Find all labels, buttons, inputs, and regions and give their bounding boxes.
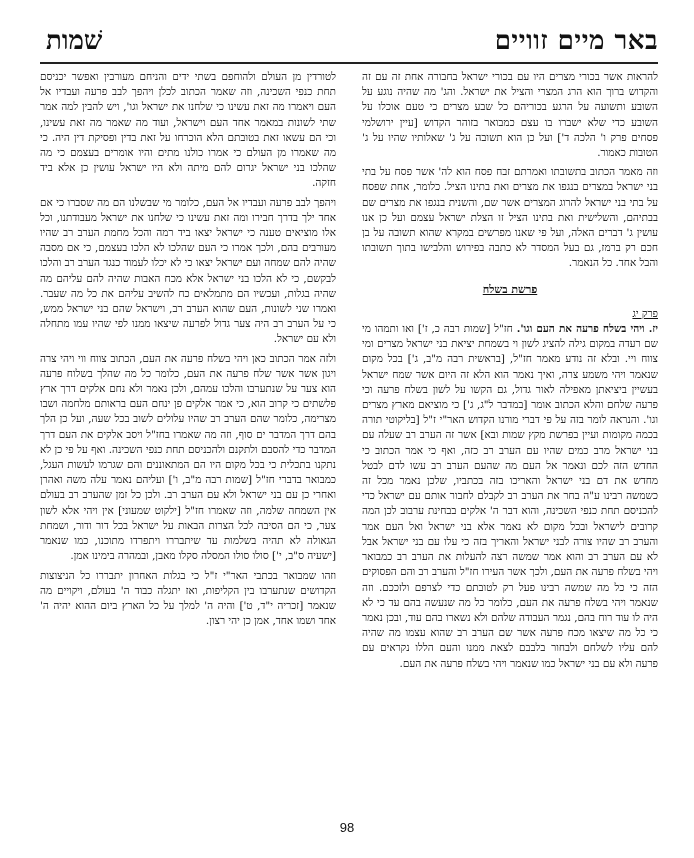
left-paragraph-4: וזהו שמבואר בכתבי האר"י ז"ל כי בגלות האחרון יתבררו כל הניצוצות הקדושים שנתערבו בין הקליפות, ואז יתגלה כבוד ה' בעולם, ויקויים מה שנאמר [זכריה י"ד, ט'] והיה ה' למלך על כל הארץ ביום ההוא יהיה ה' אחד ושמו אחד, אמן כן יהי רצון. (40, 569, 336, 628)
chapter-heading: פרק יג (632, 307, 658, 320)
right-paragraph-2: וזה מאמר הכתוב בתשובתו ואמרתם זבח פסח הוא לה' אשר פסח על בתי בני ישראל במצרים בנגפו את מצרים ואת בתינו הציל. כלומר, אחת שפסח על בתי בני ישראל להרוג המצרים אשר שם, והשנית בנגפו את מצרים שם בבתיהם, והשלישית ואת בתינו הציל זו הצלת ישראל עצמם ועל כן אנו עושין ג' דברים האלה, ועל פי שאנו מפרשים במקרא שהוא תשובה על בן חכם רק ברמז, גם בעל המסדר לא כתבה בפירוש והלבישו בתוך תשובתו והבל אחד. כל הנאמר. (362, 166, 658, 270)
book-title: באר מיים זוויים (494, 26, 658, 56)
page-header (40, 26, 658, 58)
header-divider (40, 62, 658, 64)
parsha-title: שׁמות (46, 26, 103, 56)
left-column (40, 70, 336, 830)
section-title: פרשת בשלח (482, 282, 538, 296)
left-paragraph-3: ולזה אמר הכתוב כאן ויהי בשלח פרעה את העם, הכתוב צווח ווי ויהי צרה ויגון אשר אשר שלח פרעה את העם, כלומר כל מה שהלך בשלוח פרעה הוא צער על שנתערבו והלכו עמהם, ולכן נאמר ולא נחם אלקים דרך ארץ פלשתים כי קרוב הוא, כי אמר אלקים פן ינחם העם בראותם מלחמה ושבו מצרימה, כלומר שהם הערב רב שהיו עלולים לשוב בכל שעה, ועל כן הלך בהם דרך המדבר ים סוף, וזה מה שאמרו בחז"ל ויסב אלקים את העם דרך המדבר כדי להסבם ולתקנם ולהכניסם תחת כנפי השכינה. ואף על פי כן לא נתקנו בתכלית כי בכל מקום היו הם המתאוננים והם שגרמו לעשות העגל, כמבואר בדברי חז"ל [שמות רבה מ"ב, ו'] ועליהם נאמר עלה משה ואהרן ואחרי כן עם בני ישראל ולא עם הערב רב. ולכן כל זמן שהערב רב בעולם אין השמחה שלמה, וזה שאמרו חז"ל [ילקוט שמעוני] אין ויהי אלא לשון צער, כי הם הסיבה לכל הצרות הבאות על ישראל בכל דור ודור, ושמחת הגאולה לא תהיה בשלמות עד שיתבררו ויתפרדו מתוכנו, כמו שנאמר [ישעיה ס"ב, י'] סולו סולו המסלה סקלו מאבן, ובמהרה בימינו אמן. (40, 352, 336, 563)
left-paragraph-2: ויהפך לבב פרעה ועבדיו אל העם, כלומר מי שבשלנו הם מה שסברו כי אם אחד ילך בדרך חבירו ומה זאת עשינו כי שלחנו את ישראל מעבודתנו, וכל אלו מוציאים טענה כי ישראל יצאו ביד רמה והכל מחמת הערב רב שהיו מעורבים בהם, ולכך אמרו כי העם שהלכו לא הלכו בעצמם, כי אם מסבה שהיה להם שמחה ועם ישראל יצאו כי לא יכלו לעמוד כנגד הערב רב והלכו לבקשם, כי לא הלכו בני ישראל אלא מכח האבות שהיה להם עליהם מה שהיה בגלות, ועכשיו הם מתמלאים כח להשיב עליהם את כל מה שעבר. ואמרו שני לשונות, העם שהוא הערב רב, וישראל שהם בני ישראל ממש, כי על הערב רב היה צער גדול לפרעה שיצאו ממנו לפי שהיו עמו מתחלה ולא עם ישראל. (40, 196, 336, 346)
right-paragraph-3 (362, 322, 658, 672)
right-paragraph-1: להראות אשר בכורי מצרים היו עם בכורי ישראל בחבורה אחת זה עם זה והקדוש ברוך הוא הרג המצרי והציל את ישראל. והג' מה שהיה נוגע על השובע ותשועה על הרגע בכוריהם כל שבע מצרים כי טעם אוכלו על השובע כדי שלא ישברו בו עצם כמבואר בזוהר הקדוש [עיין ירושלמי פסחים פרק ו' הלכה ד'] ועל כן הוא תשובה על ג' שאלותיו שהיו על ג' הטובות כאמור. (362, 71, 658, 160)
page-number: 98 (339, 820, 355, 835)
text-columns (40, 70, 658, 830)
right-column (362, 70, 658, 830)
page (40, 26, 658, 826)
verse-lead: יז. ויהי בשלח פרעה את העם וגו'. (516, 323, 658, 336)
right-paragraph-3-body: חז"ל [שמות רבה כ, ז'] ואו ותמהו מי שם רעדה במקום גילה להציג לשון וי בשמחת יציאת בני ישראל מצרים ומי צווח ויי. ובלא זה נודע מאמר חז"ל, [בראשית רבה מ"ב, ג'] בכל מקום שנאמר ויהי משמע צרה, ואיך נאמר הוא הלא זה היום אשר שמח ישראל בעשיין ביציאתן מאפילה לאור גדול, גם הקשו על לשון בשלח פרעה וכי פרעה שלחם והלא הכתוב אומר [במדבר ל"ג, ג'] כי מוציאם מארץ מצרים וגו'. והנראה לומר בזה על פי דברי מורנו הקדוש האר"י ז"ל [בליקוטי תורה בכמה מקומות ועיין בפרשת מקץ שמות ובא] אשר זה הערב רב שעלה עם בני ישראל מרב כמים שהיו עם הערב רב כזה, ואף כי אמר הכתוב כי החדש הזה לכם ונאמר אל העם מה שהעם הערב רב עשו לדם לבטל מחדש את דם בני ישראל והאריכו בזה בכתביו, שלכן נאמר מכל זה כשמשה רבינו ע"ה בחר את הערב רב לקבלם לחבור אותם עם ישראל כדי להכניסם תחת כנפי השכינה, והוא דבר ה' אלקים בבחינת ערבוב לכן המה קרובים לישראל ובכל מקום לא נאמר אלא בני ישראל ואל העם אמר והערב רב שהיו צורה לבני ישראל והאריך בזה כי עלו עם בני ישראל אבל לא עם הערב רב והוא אמר שמשה רצה להעלות את הערב רב כמבואר ויהי בשלח פרעה את העם, ולכך אשר העירו חז"ל והערב רב והם הפסוקים הזה כי כל מה שמשה רבינו פעל רק לטובתם כדי לצרפם ולזככם. וזה שנאמר ויהי בשלח פרעה את העם, כלומר כל מה שנעשה בהם עד כי לא היה לו עוד רוח בהם, נגמר העבודה שלהם ולא נשארו בהם עוד, ובכן נאמר כי כל מה שיצאו מכח פרעה אשר שם הערב רב שהוא עצמו מה שהיה להם עליו לשלחם ולבחור בלבבם לצאת ממנו והעם הללו נקראים עם פרעה ולא עם בני ישראל כמו שנאמר ויהי בשלח פרעה את העם. (362, 323, 658, 670)
left-paragraph-1: לטורדין מן העולם ולהוחפם בשתי ידים והניחם מעורבין ואפשר יכניסם תחת כנפי השכינה, וזה שאמר הכתוב לכלן ויהפך לבב פרעה ועבדיו אל העם ויאמרו מה זאת עשינו כי שלחנו את ישראל וגו', ויש להבין למה אמר שתי לשונות במאמר אחד העם וישראל, ועוד מה שאמר מה זאת עשינו, וכי הם עשאו זאת בטובתם הלא הוכרחו על זאת בדין ופסיקת דין היה. כי מה שאמרו מן העולם כי אמרו כולנו מתים והיו אומרים בעצמם כי מה שהלכו בני ישראל יגרום להם מיתה ולא היו ישראל עושין כן אלא ביד חזקה. (40, 71, 336, 190)
